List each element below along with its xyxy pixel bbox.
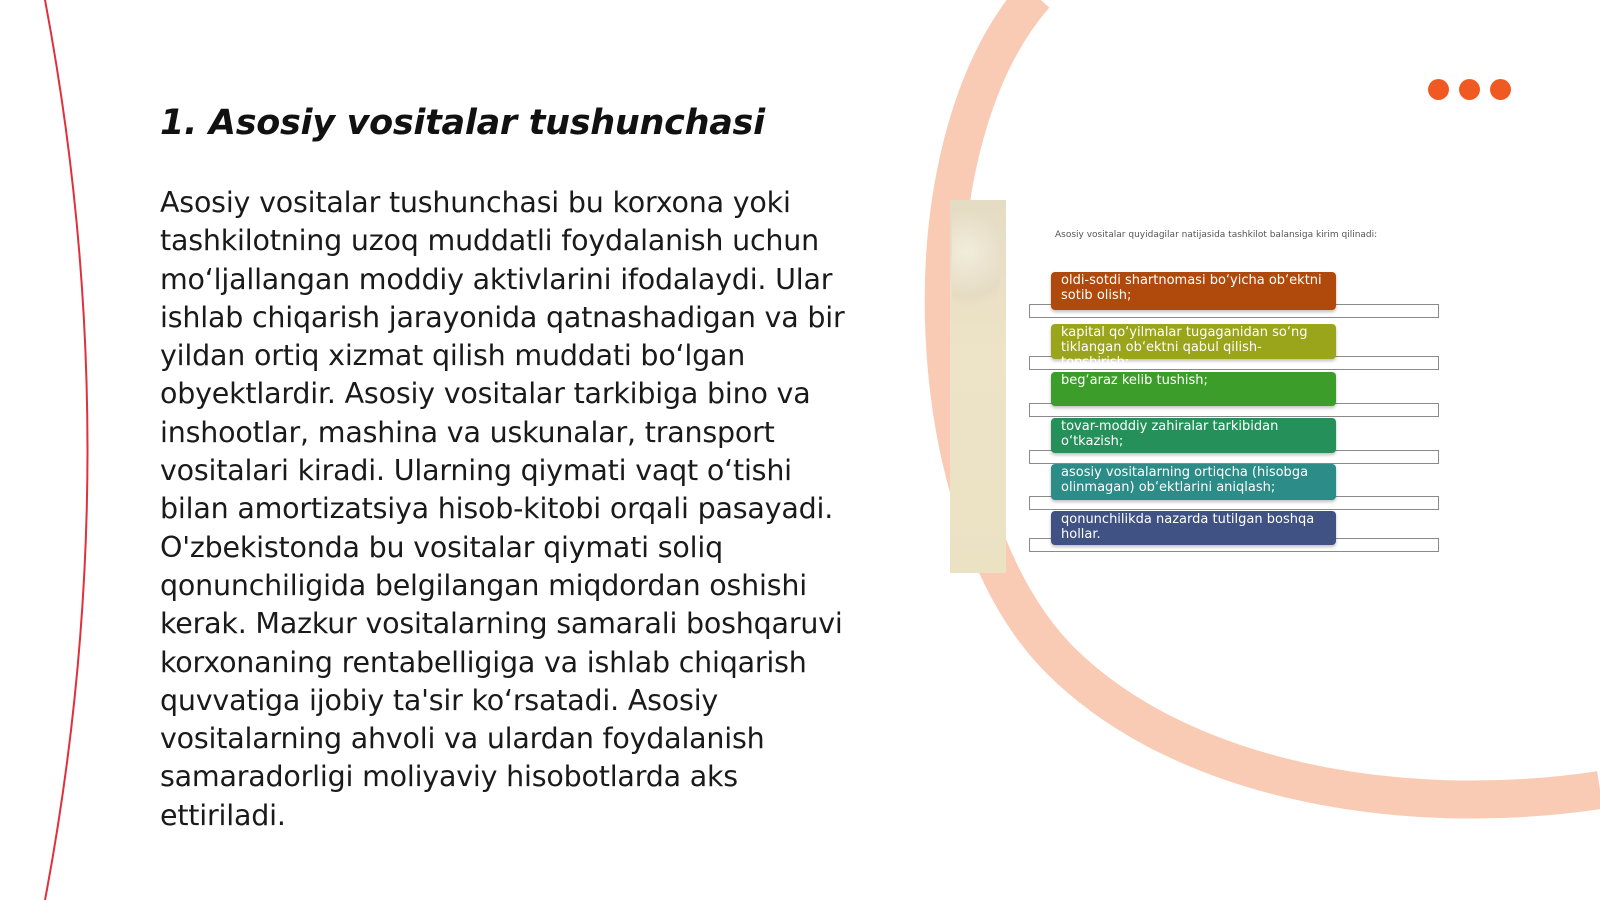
left-accent-line — [45, 0, 88, 900]
list-item: asosiy vositalarning ortiqcha (hisobga olinmagan) ob‘ektlarini aniqlash; — [1051, 464, 1336, 500]
list-item: oldi-sotdi shartnomasi bo‘yicha ob‘ektni sotib olish; — [1051, 272, 1336, 310]
paper-curl-decoration — [952, 208, 1000, 318]
figure-image — [950, 200, 1450, 575]
slide-title: 1. Asosiy vositalar tushunchasi — [160, 103, 765, 143]
figure-side-strip — [950, 200, 1006, 573]
dot — [1428, 79, 1449, 100]
dot — [1490, 79, 1511, 100]
list-item: qonunchilikda nazarda tutilgan boshqa hollar. — [1051, 511, 1336, 545]
list-item: kapital qo‘yilmalar tugaganidan so‘ng tiklangan ob‘ektni qabul qilish-topshirish; — [1051, 324, 1336, 359]
list-item: beg‘araz kelib tushish; — [1051, 372, 1336, 406]
menu-dots-icon — [1428, 79, 1511, 100]
body-paragraph: Asosiy vositalar tushunchasi bu korxona yoki tashkilotning uzoq muddatli foydalanish uchun mo‘ljallangan moddiy aktivlarini ifodalaydi. Ular ishlab chiqarish jarayonida qatnashadigan va bir yildan ortiq xizmat qilish muddati bo‘lgan obyektlardir. Asosiy vositalar tarkibiga bino va inshootlar, mashina va uskunalar, transport vositalari kiradi. Ularning qiymati vaqt o‘tishi bilan amortizatsiya hisob-kitobi orqali pasayadi. O'zbekistonda bu vositalar qiymati soliq qonunchiligida belgilangan miqdordan oshishi kerak. Mazkur vositalarning samarali boshqaruvi korxonaning rentabelligiga va ishlab chiqarish quvvatiga ijobiy ta'sir ko‘rsatadi. Asosiy vositalarning ahvoli va ulardan foydalanish samaradorligi moliyaviy hisobotlarda aks ettiriladi. — [160, 186, 845, 832]
list-item: tovar-moddiy zahiralar tarkibidan o‘tkazish; — [1051, 418, 1336, 453]
dot — [1459, 79, 1480, 100]
figure-caption: Asosiy vositalar quyidagilar natijasida tashkilot balansiga kirim qilinadi: — [1055, 230, 1378, 240]
